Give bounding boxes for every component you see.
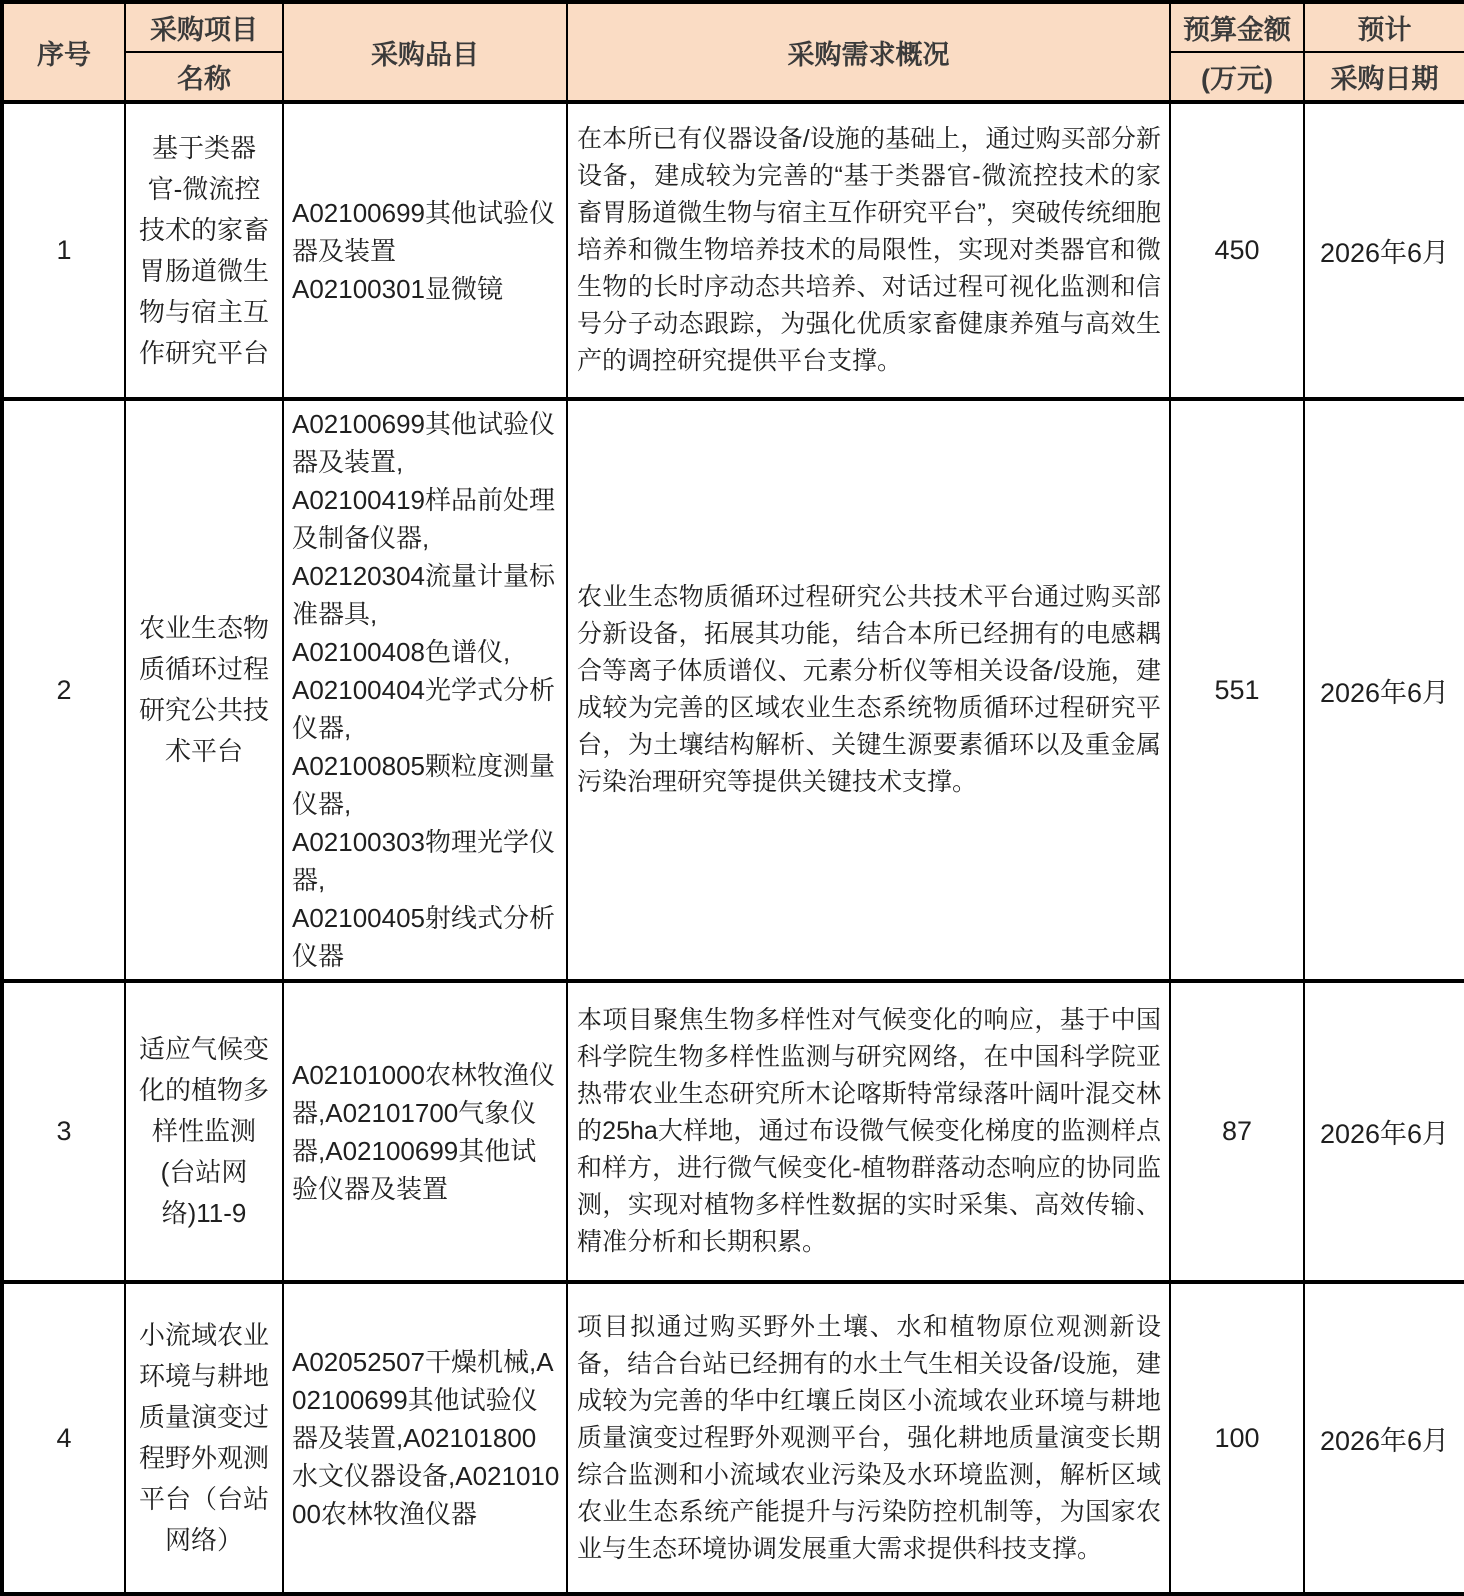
row-demand: 农业生态物质循环过程研究公共技术平台通过购买部分新设备，拓展其功能，结合本所已经拥有的电感耦合等离子体质谱仪、元素分析仪等相关设备/设施，建成较为完善的区域农业生态系统物质循环过程研究平台，为土壤结构解析、关键生源要素循环以及重金属污染治理研究等提供关键技术支撑。 (567, 399, 1170, 981)
row-seq: 2 (2, 399, 125, 981)
row-project-name: 小流域农业环境与耕地质量演变过程野外观测平台（台站网络） (125, 1282, 283, 1594)
table-row (2, 981, 1464, 1282)
row-demand: 在本所已有仪器设备/设施的基础上，通过购买部分新设备，建成较为完善的“基于类器官-微流控技术的家畜胃肠道微生物与宿主互作研究平台”，突破传统细胞培养和微生物培养技术的局限性，实现对类器官和微生物的长时序动态共培养、对话过程可视化监测和信号分子动态跟踪，为强化优质家畜健康养殖与高效生产的调控研究提供平台支撑。 (567, 102, 1170, 399)
row-budget: 87 (1170, 981, 1304, 1282)
row-items: A02052507干燥机械,A02100699其他试验仪器及装置,A02101800水文仪器设备,A02101000农林牧渔仪器 (283, 1282, 567, 1594)
header-project-line2: 名称 (125, 52, 283, 102)
row-seq: 3 (2, 981, 125, 1282)
row-budget: 551 (1170, 399, 1304, 981)
header-budget-line2: (万元) (1170, 52, 1304, 102)
row-date: 2026年6月 (1304, 102, 1464, 399)
row-items: A02101000农林牧渔仪器,A02101700气象仪器,A02100699其他试验仪器及装置 (283, 981, 567, 1282)
table-row (2, 102, 1464, 399)
row-project-name: 农业生态物质循环过程研究公共技术平台 (125, 399, 283, 981)
header-date-line2: 采购日期 (1304, 52, 1464, 102)
header-project-line1: 采购项目 (125, 2, 283, 52)
row-demand: 本项目聚焦生物多样性对气候变化的响应，基于中国科学院生物多样性监测与研究网络，在中国科学院亚热带农业生态研究所木论喀斯特常绿落叶阔叶混交林的25ha大样地，通过布设微气候变化梯度的监测样点和样方，进行微气候变化-植物群落动态响应的协同监测，实现对植物多样性数据的实时采集、高效传输、精准分析和长期积累。 (567, 981, 1170, 1282)
header-budget-line1: 预算金额 (1170, 2, 1304, 52)
row-project-name: 适应气候变化的植物多样性监测(台站网络)11-9 (125, 981, 283, 1282)
table-row (2, 399, 1464, 981)
header-date-line1: 预计 (1304, 2, 1464, 52)
row-project-name: 基于类器官-微流控技术的家畜胃肠道微生物与宿主互作研究平台 (125, 102, 283, 399)
row-date: 2026年6月 (1304, 981, 1464, 1282)
row-seq: 4 (2, 1282, 125, 1594)
header-seq: 序号 (2, 2, 125, 102)
row-budget: 450 (1170, 102, 1304, 399)
header-items: 采购品目 (283, 2, 567, 102)
row-date: 2026年6月 (1304, 1282, 1464, 1594)
row-date: 2026年6月 (1304, 399, 1464, 981)
table-header (2, 2, 1464, 102)
row-items: A02100699其他试验仪器及装置 A02100301显微镜 (283, 102, 567, 399)
row-demand: 项目拟通过购买野外土壤、水和植物原位观测新设备，结合台站已经拥有的水土气生相关设备/设施，建成较为完善的华中红壤丘岗区小流域农业环境与耕地质量演变过程野外观测平台，强化耕地质量演变长期综合监测和小流域农业污染及水环境监测，解析区域农业生态系统产能提升与污染防控机制等，为国家农业与生态环境协调发展重大需求提供科技支撑。 (567, 1282, 1170, 1594)
row-budget: 100 (1170, 1282, 1304, 1594)
table-row (2, 1282, 1464, 1594)
header-demand: 采购需求概况 (567, 2, 1170, 102)
row-items: A02100699其他试验仪器及装置, A02100419样品前处理及制备仪器, A02120304流量计量标准器具, A02100408色谱仪, A02100404光学式分析仪器, A02100805颗粒度测量仪器, A02100303物理光学仪器, A02100405射线式分析仪器 (283, 399, 567, 981)
row-seq: 1 (2, 102, 125, 399)
